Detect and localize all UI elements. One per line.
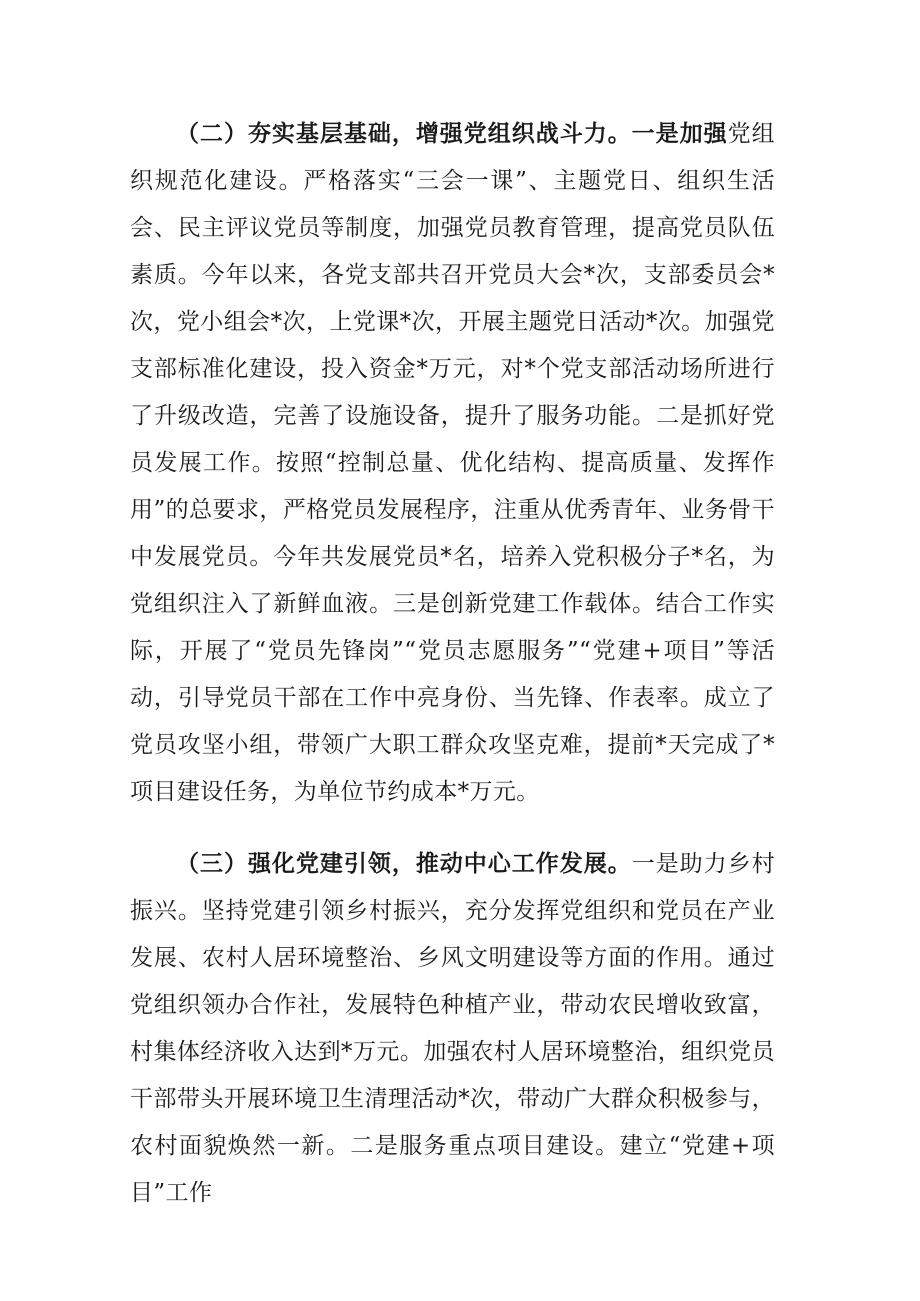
- paragraph-3: [130, 840, 775, 1217]
- paragraph-2: [130, 110, 775, 816]
- document-page: [130, 110, 775, 1217]
- paragraph-3-body: 一是助力乡村振兴。坚持党建引领乡村振兴，充分发挥党组织和党员在产业发展、农村人居环境整治、乡风文明建设等方面的作用。通过党组织领办合作社，发展特色种植产业，带动农民增收致富，村集体经济收入达到*万元。加强农村人居环境整治，组织党员干部带头开展环境卫生清理活动*次，带动广大群众积极参与，农村面貌焕然一新。二是服务重点项目建设。建立“党建+项目”工作: [130, 851, 775, 1206]
- paragraph-2-body: 党组织规范化建设。严格落实“三会一课”、主题党日、组织生活会、民主评议党员等制度，加强党员教育管理，提高党员队伍素质。今年以来，各党支部共召开党员大会*次，支部委员会*次，党小组会*次，上党课*次，开展主题党日活动*次。加强党支部标准化建设，投入资金*万元，对*个党支部活动场所进行了升级改造，完善了设施设备，提升了服务功能。二是抓好党员发展工作。按照“控制总量、优化结构、提高质量、发挥作用”的总要求，严格党员发展程序，注重从优秀青年、业务骨干中发展党员。今年共发展党员*名，培养入党积极分子*名，为党组织注入了新鲜血液。三是创新党建工作载体。结合工作实际，开展了“党员先锋岗”“党员志愿服务”“党建+项目”等活动，引导党员干部在工作中亮身份、当先锋、作表率。成立了党员攻坚小组，带领广大职工群众攻坚克难，提前*天完成了*项目建设任务，为单位节约成本*万元。: [130, 121, 775, 805]
- paragraph-3-heading: （三）强化党建引领，推动中心工作发展。: [176, 850, 632, 877]
- paragraph-2-heading: （二）夯实基层基础，增强党组织战斗力。一是加强: [176, 120, 728, 147]
